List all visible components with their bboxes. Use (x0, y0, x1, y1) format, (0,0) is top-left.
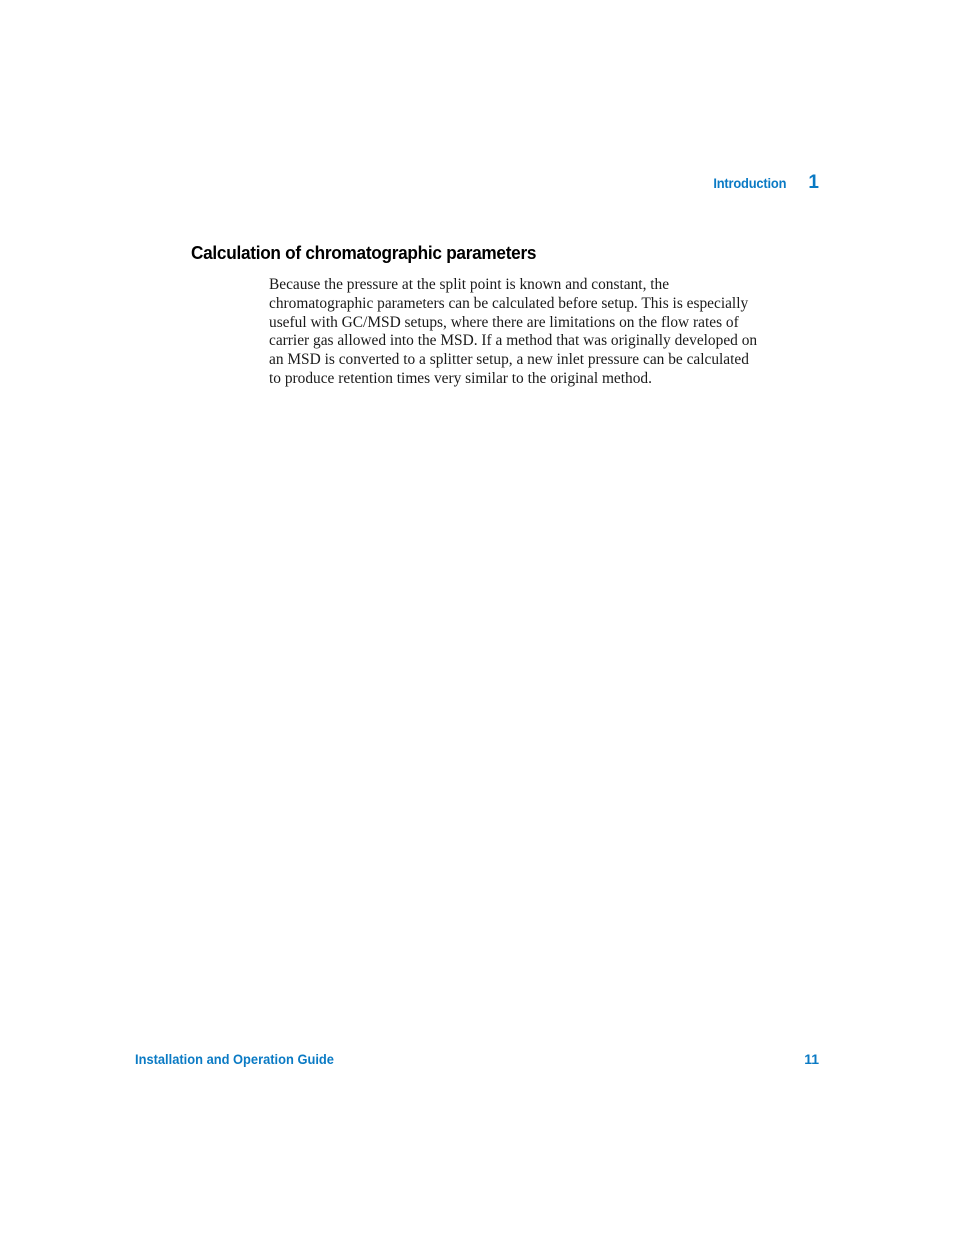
body-line: chromatographic parameters can be calculated before setup. This is especially (269, 294, 749, 312)
body-line: to produce retention times very similar to the original method. (269, 369, 652, 387)
section-heading: Calculation of chromatographic parameters (191, 242, 537, 263)
footer-page-number: 11 (804, 1051, 819, 1067)
chapter-number: 1 (808, 172, 819, 193)
body-line: an MSD is converted to a splitter setup, a new inlet pressure can be calculated (269, 351, 749, 369)
body-line: carrier gas allowed into the MSD. If a method that was originally developed on (269, 332, 758, 350)
footer-guide-title: Installation and Operation Guide (135, 1051, 334, 1067)
body-line: useful with GC/MSD setups, where there are limitations on the flow rates of (269, 313, 739, 331)
body-line: Because the pressure at the split point is known and constant, the (269, 276, 670, 293)
chapter-title: Introduction (713, 175, 787, 191)
running-header (707, 172, 819, 194)
section-body (269, 276, 821, 389)
page-footer (135, 1051, 819, 1067)
